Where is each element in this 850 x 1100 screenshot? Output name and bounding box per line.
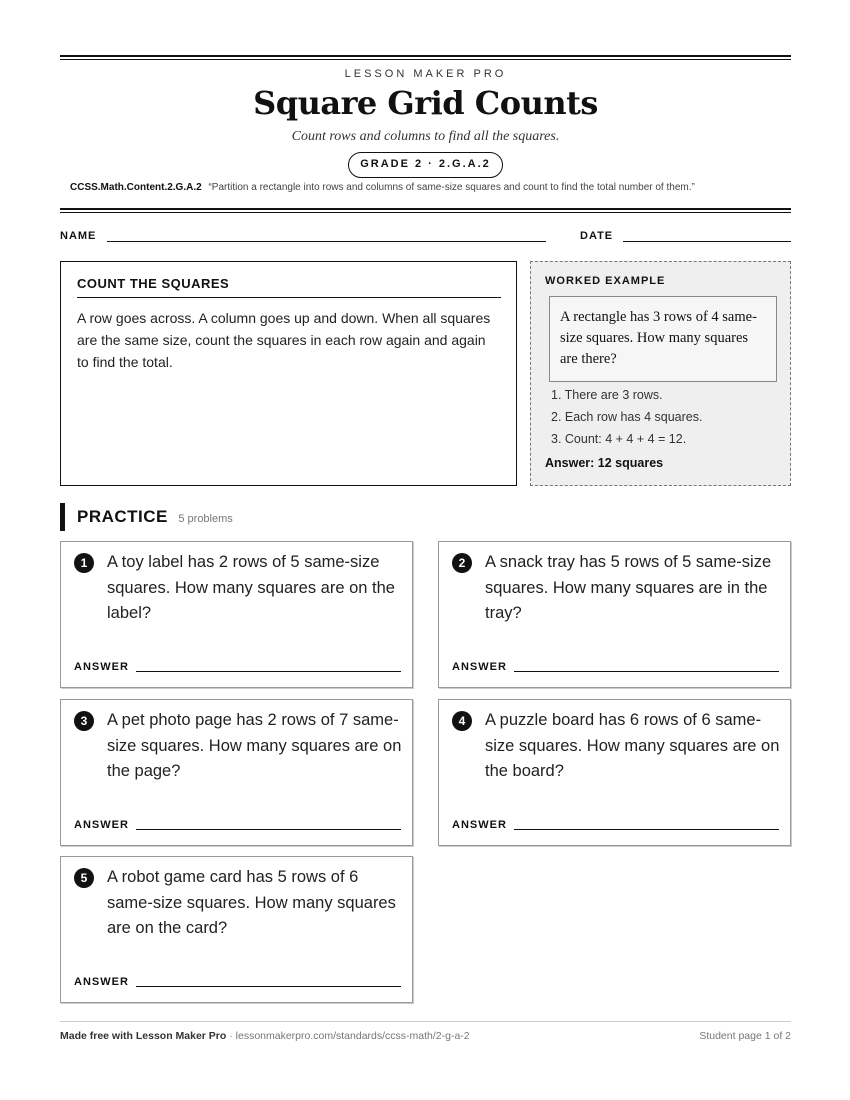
intro-heading: COUNT THE SQUARES	[77, 276, 501, 298]
worked-example-heading: WORKED EXAMPLE	[545, 275, 666, 287]
footer-divider	[60, 1021, 791, 1022]
answer-field[interactable]	[514, 829, 779, 830]
header-top-rule	[60, 55, 791, 60]
worked-example-answer: Answer: 12 squares	[545, 456, 664, 470]
problem-text: A snack tray has 5 rows of 5 same-size squares. How many squares are in the tray?	[485, 553, 772, 622]
footer-url: · lessonmakerpro.com/standards/ccss-math/2-g-a-2	[226, 1030, 470, 1042]
problem-text: A toy label has 2 rows of 5 same-size squares. How many squares are on the label?	[107, 553, 395, 622]
footer-made-with: Made free with Lesson Maker Pro	[60, 1030, 227, 1042]
answer-label: ANSWER	[74, 661, 129, 673]
answer-field[interactable]	[514, 671, 779, 672]
date-label: DATE	[580, 230, 614, 242]
answer-label: ANSWER	[74, 976, 129, 988]
footer-credit	[60, 1030, 470, 1042]
worked-example-steps	[551, 384, 781, 450]
answer-label: ANSWER	[452, 661, 507, 673]
problem-number-badge: 1	[74, 553, 94, 573]
worked-example-question: A rectangle has 3 rows of 4 same-size squares. How many squares are there?	[549, 296, 777, 382]
header-bottom-rule	[60, 208, 791, 213]
worked-step: 3. Count: 4 + 4 + 4 = 12.	[551, 432, 687, 446]
problem-text: A puzzle board has 6 rows of 6 same-size squares. How many squares are on the board?	[485, 711, 780, 780]
page-subtitle: Count rows and columns to find all the squares.	[291, 129, 560, 144]
problem-number-badge: 4	[452, 711, 472, 731]
problem-text: A pet photo page has 2 rows of 7 same-size squares. How many squares are on the page?	[107, 711, 402, 780]
intro-body: A row goes across. A column goes up and down. When all squares are the same size, count the squares in each row again and again to find the total.	[77, 310, 491, 370]
standard-code: CCSS.Math.Content.2.G.A.2	[70, 182, 202, 193]
problem-card-1	[60, 541, 413, 688]
standard-text: “Partition a rectangle into rows and columns of same-size squares and count to find the total number of them.”	[208, 182, 695, 193]
practice-title: PRACTICE	[77, 507, 168, 526]
worked-step: 1. There are 3 rows.	[551, 388, 663, 402]
practice-heading	[60, 503, 233, 531]
page-title: Square Grid Counts	[253, 84, 598, 122]
standard-line	[70, 182, 790, 193]
answer-label: ANSWER	[452, 819, 507, 831]
worked-step: 2. Each row has 4 squares.	[551, 410, 703, 424]
name-date-row	[60, 230, 791, 244]
date-field[interactable]	[623, 241, 791, 242]
problem-text: A robot game card has 5 rows of 6 same-size squares. How many squares are on the card?	[107, 868, 396, 937]
answer-field[interactable]	[136, 829, 401, 830]
problem-number-badge: 2	[452, 553, 472, 573]
problem-card-4	[438, 699, 791, 846]
footer-page-number: Student page 1 of 2	[699, 1030, 791, 1042]
grade-badge: GRADE 2 · 2.G.A.2	[348, 152, 503, 178]
problem-number-badge: 3	[74, 711, 94, 731]
problem-number-badge: 5	[74, 868, 94, 888]
name-field[interactable]	[107, 241, 546, 242]
practice-count: 5 problems	[178, 513, 233, 525]
worked-example-box	[530, 261, 791, 486]
problem-card-3	[60, 699, 413, 846]
problem-card-2	[438, 541, 791, 688]
intro-box	[60, 261, 517, 486]
answer-label: ANSWER	[74, 819, 129, 831]
name-label: NAME	[60, 230, 97, 242]
brand-name: LESSON MAKER PRO	[344, 68, 507, 80]
answer-field[interactable]	[136, 671, 401, 672]
problem-card-5	[60, 856, 413, 1003]
answer-field[interactable]	[136, 986, 401, 987]
worksheet-page	[60, 0, 791, 1100]
